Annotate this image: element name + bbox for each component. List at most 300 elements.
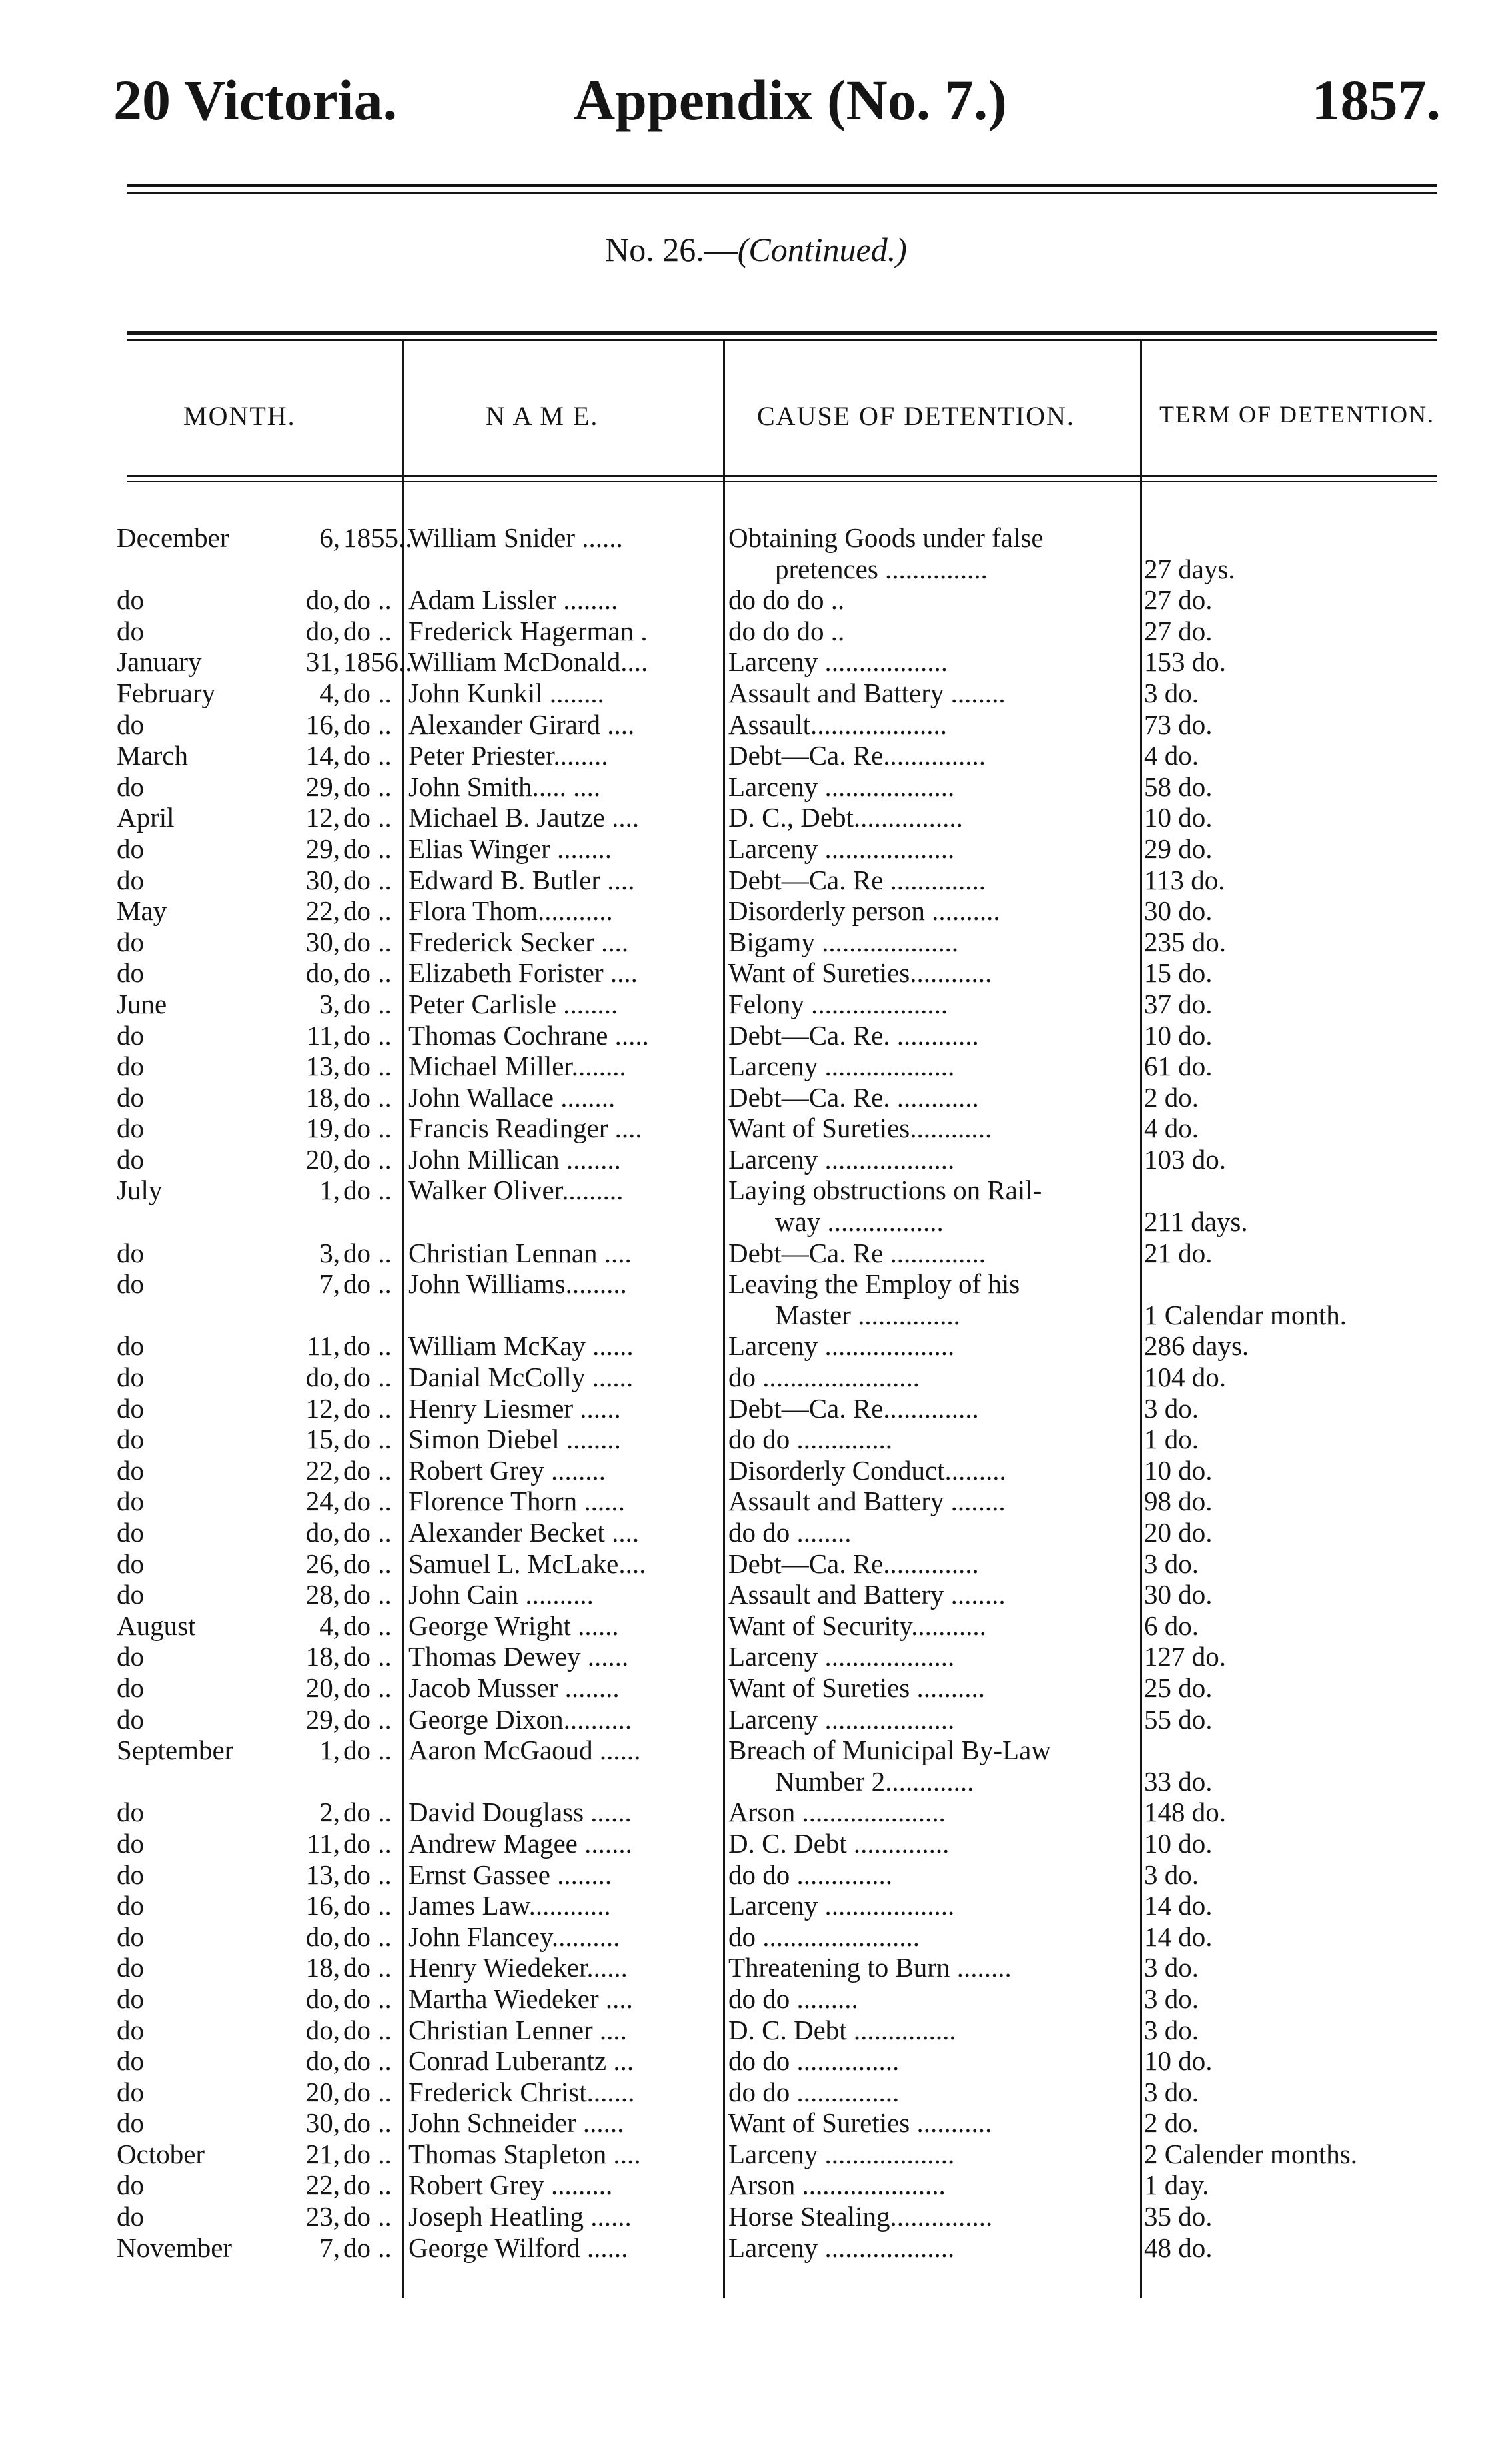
year-cell: do .. [343, 1921, 392, 1952]
table-row [0, 1486, 1512, 1517]
table-row [0, 1579, 1512, 1610]
term-cell: 20 do. [1144, 1517, 1213, 1548]
table-row [0, 1828, 1512, 1859]
month-cell: do [117, 1268, 144, 1300]
term-cell: 10 do. [1144, 1454, 1213, 1486]
year-cell: do .. [343, 1268, 392, 1300]
month-cell: do [117, 1703, 144, 1735]
month-cell: do [117, 1641, 144, 1672]
table-row [0, 1704, 1512, 1735]
name-cell: Elizabeth Forister .... [408, 957, 638, 989]
month-cell: do [117, 1827, 144, 1859]
year-cell: do .. [343, 1890, 392, 1921]
day-cell: 18, [305, 1641, 340, 1672]
term-cell: 3 do. [1144, 1548, 1199, 1579]
term-cell: 10 do. [1144, 1827, 1213, 1859]
month-cell: do [117, 1051, 144, 1082]
name-cell: Alexander Girard .... [408, 708, 635, 740]
column-header-month: MONTH. [183, 401, 296, 431]
column-header-rule-second [127, 481, 1437, 482]
table-row [0, 1424, 1512, 1455]
name-cell: John Kunkil ........ [408, 677, 604, 708]
month-cell: do [117, 1486, 144, 1517]
day-cell: do, [305, 615, 340, 646]
term-cell: 4 do. [1144, 1113, 1199, 1144]
term-cell: 29 do. [1144, 833, 1213, 864]
term-cell: 33 do. [1144, 1765, 1213, 1797]
cause-cell: Larceny ................... [728, 1641, 955, 1672]
cause-cell: Obtaining Goods under false [728, 522, 1044, 553]
term-cell: 30 do. [1144, 1579, 1213, 1610]
month-cell: do [117, 957, 144, 989]
year-cell: do .. [343, 895, 392, 927]
column-header-cause: CAUSE OF DETENTION. [757, 401, 1075, 431]
day-cell: 29, [305, 1703, 340, 1735]
day-cell: 4, [319, 1610, 340, 1641]
year-cell: do .. [343, 1392, 392, 1424]
month-cell: do [117, 1362, 144, 1393]
term-cell: 2 do. [1144, 2107, 1199, 2139]
year-cell: do .. [343, 771, 392, 802]
day-cell: 23, [305, 2201, 340, 2232]
cause-cell-continued: Number 2............. [775, 1765, 974, 1797]
term-cell: 148 do. [1144, 1797, 1226, 1828]
cause-cell: Leaving the Employ of his [728, 1268, 1020, 1300]
month-cell: June [117, 988, 167, 1019]
cause-cell: Assault.................... [728, 708, 947, 740]
cause-cell: do do do .. [728, 615, 845, 646]
table-row [0, 927, 1512, 958]
session-label: 20 Victoria. [113, 68, 398, 132]
year-cell: do .. [343, 677, 392, 708]
term-cell: 104 do. [1144, 1362, 1226, 1393]
term-cell: 6 do. [1144, 1610, 1199, 1641]
name-cell: Elias Winger ........ [408, 833, 612, 864]
table-row [0, 1455, 1512, 1486]
day-cell: 15, [305, 1424, 340, 1455]
month-cell: August [117, 1610, 196, 1641]
table-row [0, 865, 1512, 896]
page-header [113, 63, 1441, 137]
subtitle-continued: (Continued.) [737, 231, 907, 268]
term-cell: 103 do. [1144, 1143, 1226, 1175]
name-cell: Michael Miller........ [408, 1051, 626, 1082]
cause-cell: Debt—Ca. Re............... [728, 740, 986, 771]
cause-cell: Assault and Battery ........ [728, 677, 1006, 708]
day-cell: 13, [305, 1051, 340, 1082]
cause-cell: Breach of Municipal By-Law [728, 1735, 1051, 1766]
term-cell: 3 do. [1144, 2014, 1199, 2045]
name-cell: Thomas Dewey ...... [408, 1641, 629, 1672]
table-row [0, 2232, 1512, 2264]
term-cell: 14 do. [1144, 1921, 1213, 1952]
day-cell: 11, [307, 1330, 340, 1362]
year-cell: do .. [343, 1237, 392, 1268]
cause-cell: Larceny ................... [728, 833, 955, 864]
table-top-rule-thin [127, 339, 1437, 341]
term-cell: 1 day. [1144, 2169, 1209, 2201]
name-cell: Martha Wiedeker .... [408, 1983, 633, 2014]
table-row [0, 646, 1512, 678]
term-cell: 153 do. [1144, 646, 1226, 678]
year-cell: do .. [343, 1610, 392, 1641]
table-row [0, 2139, 1512, 2170]
table-row [0, 2045, 1512, 2077]
year-cell: do .. [343, 1859, 392, 1890]
name-cell: Walker Oliver......... [408, 1175, 624, 1206]
day-cell: do, [305, 1983, 340, 2014]
cause-cell: Larceny ................... [728, 1143, 955, 1175]
table-row [0, 1797, 1512, 1828]
month-cell: do [117, 1921, 144, 1952]
cause-cell-continued: way ................. [775, 1206, 944, 1238]
month-cell: September [117, 1735, 234, 1766]
year-cell: do .. [343, 1019, 392, 1051]
term-cell: 61 do. [1144, 1051, 1213, 1082]
term-cell: 3 do. [1144, 1983, 1199, 2014]
cause-cell: Laying obstructions on Rail- [728, 1175, 1042, 1206]
month-cell: do [117, 2107, 144, 2139]
year-cell: do .. [343, 2232, 392, 2263]
name-cell: Robert Grey ......... [408, 2169, 613, 2201]
term-cell: 25 do. [1144, 1672, 1213, 1703]
name-cell: Samuel L. McLake.... [408, 1548, 646, 1579]
day-cell: 20, [305, 1143, 340, 1175]
day-cell: do, [305, 584, 340, 616]
day-cell: 12, [305, 802, 340, 833]
cause-cell: Want of Sureties ........... [728, 2107, 992, 2139]
cause-cell: Debt—Ca. Re.............. [728, 1392, 979, 1424]
detention-table [0, 522, 1512, 2263]
name-cell: Francis Readinger .... [408, 1113, 642, 1144]
cause-cell: Larceny .................. [728, 646, 948, 678]
year-cell: do .. [343, 1641, 392, 1672]
term-cell: 27 days. [1144, 553, 1235, 584]
day-cell: 22, [305, 895, 340, 927]
name-cell: Andrew Magee ....... [408, 1827, 632, 1859]
table-row [0, 2107, 1512, 2139]
term-cell: 211 days. [1144, 1206, 1248, 1238]
year-cell: do .. [343, 926, 392, 957]
year-cell: 1856.. [343, 646, 412, 678]
year-cell: do .. [343, 833, 392, 864]
day-cell: 28, [305, 1579, 340, 1610]
name-cell: Robert Grey ........ [408, 1454, 606, 1486]
year-cell: do .. [343, 864, 392, 895]
day-cell: 26, [305, 1548, 340, 1579]
year-cell: do .. [343, 1797, 392, 1828]
name-cell: Thomas Stapleton .... [408, 2138, 641, 2169]
month-cell: do [117, 926, 144, 957]
name-cell: James Law............ [408, 1890, 611, 1921]
table-row [0, 2015, 1512, 2046]
cause-cell: Arson ..................... [728, 2169, 946, 2201]
day-cell: 3, [319, 1237, 340, 1268]
day-cell: 30, [305, 2107, 340, 2139]
month-cell: do [117, 1952, 144, 1983]
day-cell: 1, [319, 1175, 340, 1206]
month-cell: do [117, 1579, 144, 1610]
name-cell: Edward B. Butler .... [408, 864, 635, 895]
year-cell: do .. [343, 988, 392, 1019]
cause-cell: D. C., Debt................ [728, 802, 963, 833]
term-cell: 15 do. [1144, 957, 1213, 989]
day-cell: 22, [305, 1454, 340, 1486]
table-row [0, 771, 1512, 803]
cause-cell: Bigamy .................... [728, 926, 959, 957]
day-cell: do, [305, 2045, 340, 2077]
day-cell: 11, [307, 1827, 340, 1859]
table-row [0, 522, 1512, 584]
table-row [0, 2201, 1512, 2232]
table-row [0, 1859, 1512, 1891]
name-cell: George Dixon.......... [408, 1703, 632, 1735]
cause-cell-continued: Master ............... [775, 1299, 960, 1330]
month-cell: do [117, 2045, 144, 2077]
name-cell: William Snider ...... [408, 522, 623, 553]
day-cell: 2, [319, 1797, 340, 1828]
table-row [0, 1921, 1512, 1953]
cause-cell: do do do .. [728, 584, 845, 616]
term-cell: 30 do. [1144, 895, 1213, 927]
cause-cell: Disorderly Conduct......... [728, 1454, 1006, 1486]
day-cell: 22, [305, 2169, 340, 2201]
month-cell: do [117, 1392, 144, 1424]
term-cell: 98 do. [1144, 1486, 1213, 1517]
name-cell: Frederick Christ....... [408, 2076, 635, 2107]
cause-cell: do do ............... [728, 2076, 900, 2107]
year-cell: do .. [343, 1672, 392, 1703]
cause-cell: Assault and Battery ........ [728, 1486, 1006, 1517]
day-cell: 30, [305, 926, 340, 957]
cause-cell: Larceny ................... [728, 2232, 955, 2263]
term-cell: 35 do. [1144, 2201, 1213, 2232]
name-cell: Simon Diebel ........ [408, 1424, 621, 1455]
year-cell: do .. [343, 957, 392, 989]
year-cell: do .. [343, 1548, 392, 1579]
month-cell: December [117, 522, 229, 553]
table-row [0, 1144, 1512, 1175]
month-cell: do [117, 1983, 144, 2014]
term-cell: 235 do. [1144, 926, 1226, 957]
year-label: 1857. [1311, 68, 1441, 132]
month-cell: do [117, 1019, 144, 1051]
cause-cell: do do .............. [728, 1424, 892, 1455]
term-cell: 10 do. [1144, 802, 1213, 833]
table-row [0, 1051, 1512, 1082]
header-rule-bottom [127, 192, 1437, 194]
name-cell: Michael B. Jautze .... [408, 802, 640, 833]
month-cell: do [117, 1143, 144, 1175]
year-cell: do .. [343, 708, 392, 740]
cause-cell: do ....................... [728, 1921, 920, 1952]
year-cell: do .. [343, 1952, 392, 1983]
term-cell: 3 do. [1144, 1392, 1199, 1424]
month-cell: do [117, 1797, 144, 1828]
term-cell: 10 do. [1144, 1019, 1213, 1051]
column-header-name: N A M E. [486, 401, 599, 431]
cause-cell: Larceny ................... [728, 771, 955, 802]
header-rule-top [127, 184, 1437, 187]
day-cell: 13, [305, 1859, 340, 1890]
year-cell: do .. [343, 1517, 392, 1548]
year-cell: do .. [343, 2138, 392, 2169]
year-cell: do .. [343, 615, 392, 646]
term-cell: 2 do. [1144, 1081, 1199, 1113]
table-row [0, 1672, 1512, 1704]
name-cell: Henry Liesmer ...... [408, 1392, 621, 1424]
month-cell: January [117, 646, 202, 678]
day-cell: 12, [305, 1392, 340, 1424]
year-cell: do .. [343, 2076, 392, 2107]
term-cell: 1 do. [1144, 1424, 1199, 1455]
year-cell: do .. [343, 1454, 392, 1486]
month-cell: November [117, 2232, 233, 2263]
table-top-rule-thick [127, 331, 1437, 335]
table-row [0, 833, 1512, 865]
name-cell: Aaron McGaoud ...... [408, 1735, 641, 1766]
table-row [0, 584, 1512, 616]
term-cell: 55 do. [1144, 1703, 1213, 1735]
month-cell: do [117, 771, 144, 802]
year-cell: do .. [343, 1051, 392, 1082]
name-cell: Frederick Secker .... [408, 926, 629, 957]
name-cell: Florence Thorn ...... [408, 1486, 625, 1517]
table-row [0, 1393, 1512, 1424]
day-cell: 19, [305, 1113, 340, 1144]
month-cell: do [117, 1330, 144, 1362]
name-cell: John Smith..... .... [408, 771, 601, 802]
name-cell: Alexander Becket .... [408, 1517, 640, 1548]
name-cell: Adam Lissler ........ [408, 584, 618, 616]
month-cell: do [117, 1424, 144, 1455]
cause-cell: Debt—Ca. Re. ............ [728, 1019, 979, 1051]
table-row [0, 1020, 1512, 1051]
table-row [0, 678, 1512, 709]
month-cell: do [117, 708, 144, 740]
day-cell: 7, [319, 2232, 340, 2263]
table-row [0, 1610, 1512, 1642]
name-cell: Joseph Heatling ...... [408, 2201, 632, 2232]
table-row [0, 1362, 1512, 1393]
table-row [0, 2077, 1512, 2108]
year-cell: do .. [343, 1735, 392, 1766]
name-cell: John Wallace ........ [408, 1081, 616, 1113]
table-row [0, 740, 1512, 771]
month-cell: do [117, 1081, 144, 1113]
month-cell: do [117, 1113, 144, 1144]
year-cell: do .. [343, 1827, 392, 1859]
column-header-term: TERM OF DETENTION. [1159, 401, 1435, 428]
cause-cell: do do ......... [728, 1983, 858, 2014]
table-row [0, 1238, 1512, 1269]
table-row [0, 1548, 1512, 1580]
term-cell: 48 do. [1144, 2232, 1213, 2263]
cause-cell: do do ........ [728, 1517, 852, 1548]
year-cell: do .. [343, 1330, 392, 1362]
term-cell: 3 do. [1144, 677, 1199, 708]
term-cell: 37 do. [1144, 988, 1213, 1019]
table-row [0, 1641, 1512, 1672]
day-cell: 6, [319, 522, 340, 553]
cause-cell: do ....................... [728, 1362, 920, 1393]
month-cell: do [117, 2169, 144, 2201]
year-cell: do .. [343, 2107, 392, 2139]
month-cell: do [117, 1517, 144, 1548]
term-cell: 4 do. [1144, 740, 1199, 771]
month-cell: do [117, 2201, 144, 2232]
month-cell: do [117, 833, 144, 864]
cause-cell: Disorderly person .......... [728, 895, 1000, 927]
name-cell: John Flancey.......... [408, 1921, 620, 1952]
appendix-title: Appendix (No. 7.) [574, 68, 1007, 132]
term-cell: 1 Calendar month. [1144, 1299, 1347, 1330]
term-cell: 3 do. [1144, 1859, 1199, 1890]
table-row [0, 2169, 1512, 2201]
name-cell: William McDonald.... [408, 646, 648, 678]
term-cell: 73 do. [1144, 708, 1213, 740]
name-cell: George Wright ...... [408, 1610, 619, 1641]
day-cell: do, [305, 2014, 340, 2045]
year-cell: do .. [343, 1362, 392, 1393]
term-cell: 21 do. [1144, 1237, 1213, 1268]
month-cell: do [117, 1672, 144, 1703]
cause-cell: Debt—Ca. Re .............. [728, 864, 986, 895]
day-cell: do, [305, 1362, 340, 1393]
year-cell: do .. [343, 2045, 392, 2077]
day-cell: 3, [319, 988, 340, 1019]
term-cell: 3 do. [1144, 2076, 1199, 2107]
name-cell: John Cain .......... [408, 1579, 594, 1610]
month-cell: do [117, 584, 144, 616]
table-row [0, 1268, 1512, 1330]
table-row [0, 1113, 1512, 1144]
cause-cell-continued: pretences ............... [775, 553, 988, 584]
table-row [0, 1082, 1512, 1113]
year-cell: do .. [343, 1081, 392, 1113]
day-cell: 1, [319, 1735, 340, 1766]
month-cell: do [117, 2014, 144, 2045]
day-cell: 16, [305, 1890, 340, 1921]
cause-cell: Arson ..................... [728, 1797, 946, 1828]
cause-cell: Larceny ................... [728, 1330, 955, 1362]
year-cell: 1855.. [343, 522, 412, 553]
table-subtitle [0, 230, 1512, 269]
month-cell: October [117, 2138, 205, 2169]
cause-cell: Want of Sureties .......... [728, 1672, 985, 1703]
day-cell: 24, [305, 1486, 340, 1517]
day-cell: 21, [305, 2138, 340, 2169]
day-cell: 11, [307, 1019, 340, 1051]
table-row [0, 1175, 1512, 1237]
name-cell: John Williams......... [408, 1268, 627, 1300]
table-row [0, 1735, 1512, 1797]
month-cell: March [117, 740, 189, 771]
day-cell: 20, [305, 1672, 340, 1703]
name-cell: Ernst Gassee ........ [408, 1859, 612, 1890]
year-cell: do .. [343, 1113, 392, 1144]
table-row [0, 989, 1512, 1020]
year-cell: do .. [343, 740, 392, 771]
subtitle-number: No. 26.— [605, 231, 738, 268]
month-cell: do [117, 1237, 144, 1268]
year-cell: do .. [343, 802, 392, 833]
year-cell: do .. [343, 1703, 392, 1735]
day-cell: 20, [305, 2076, 340, 2107]
year-cell: do .. [343, 2201, 392, 2232]
term-cell: 58 do. [1144, 771, 1213, 802]
term-cell: 10 do. [1144, 2045, 1213, 2077]
